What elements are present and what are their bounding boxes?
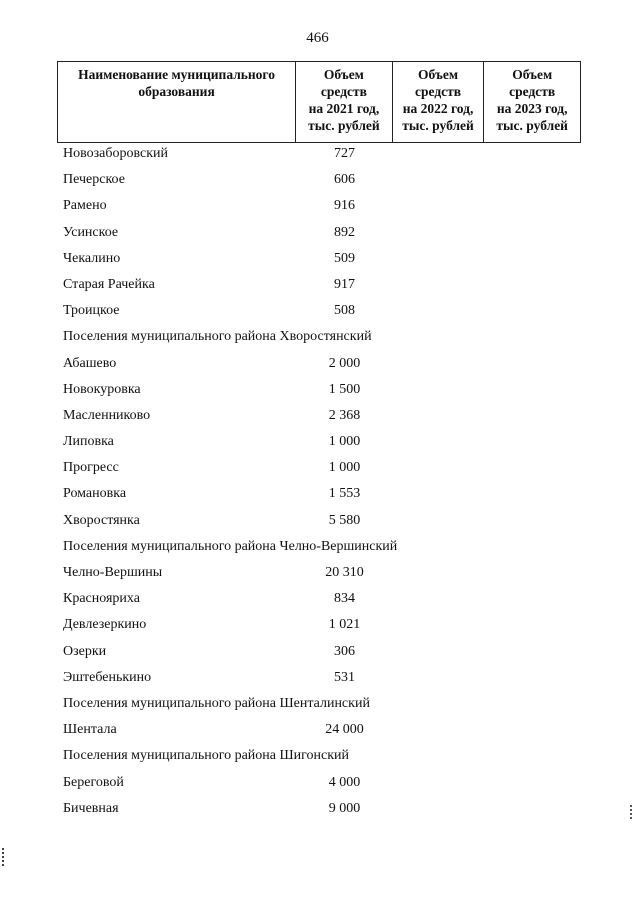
table-row [57, 222, 581, 248]
row-value-2021: 917 [334, 276, 355, 292]
row-value-2021: 892 [334, 224, 355, 240]
row-name: Печерское [63, 172, 125, 188]
row-value-2021: 20 310 [325, 565, 364, 580]
table-row [57, 510, 581, 536]
table-row [57, 641, 581, 667]
table-row [57, 457, 581, 483]
row-name: Бичевная [63, 800, 119, 816]
table-row [57, 667, 581, 693]
section-row [57, 745, 581, 771]
table-row [57, 719, 581, 745]
row-name: Краснояриха [63, 591, 140, 607]
table-body [57, 143, 581, 824]
table-row [57, 379, 581, 405]
row-value-2021: 509 [334, 250, 355, 266]
row-name: Озерки [63, 643, 107, 659]
row-value-2021: 508 [334, 303, 355, 319]
section-row [57, 326, 581, 352]
scan-artifact [630, 805, 635, 819]
row-value-2021: 1 500 [328, 381, 361, 397]
row-name: Старая Рачейка [63, 276, 155, 292]
page-number: 466 [306, 30, 329, 46]
row-name: Абашево [63, 355, 117, 371]
table-row [57, 562, 581, 588]
table-row [57, 798, 581, 824]
header-amount-2023: Объем средств на 2023 год, тыс. рублей [496, 67, 568, 133]
row-value-2021: 916 [334, 198, 355, 214]
row-value-2021: 306 [334, 643, 355, 659]
row-value-2021: 834 [334, 591, 355, 607]
row-name: Масленниково [63, 407, 151, 423]
section-title: Поселения муниципального района Хворостянский [63, 329, 372, 345]
section-row [57, 693, 581, 719]
section-title: Поселения муниципального района Шигонский [63, 748, 350, 764]
row-value-2021: 1 000 [328, 434, 361, 450]
row-name: Челно-Вершины [63, 565, 163, 580]
table-row [57, 405, 581, 431]
row-name: Рамено [63, 198, 107, 214]
row-value-2021: 4 000 [328, 774, 361, 790]
row-name: Новозаборовский [63, 146, 169, 161]
table-row [57, 614, 581, 640]
row-name: Эштебенькино [63, 669, 152, 685]
row-value-2021: 2 000 [328, 355, 361, 371]
row-value-2021: 531 [334, 669, 355, 685]
table-row [57, 248, 581, 274]
row-value-2021: 2 368 [328, 407, 361, 423]
row-name: Усинское [63, 224, 119, 240]
row-name: Троицкое [63, 303, 120, 319]
row-name: Прогресс [63, 460, 119, 476]
row-value-2021: 24 000 [325, 722, 364, 738]
section-title: Поселения муниципального района Челно-Вершинский [63, 538, 398, 554]
row-value-2021: 727 [334, 146, 355, 161]
table-row [57, 300, 581, 326]
table-row [57, 274, 581, 300]
table-row [57, 431, 581, 457]
header-amount-2021: Объем средств на 2021 год, тыс. рублей [296, 62, 393, 142]
row-value-2021: 606 [334, 172, 355, 188]
row-value-2021: 5 580 [328, 512, 361, 528]
row-name: Девлезеркино [63, 617, 147, 633]
row-value-2021: 1 021 [328, 617, 361, 633]
row-name: Шентала [63, 722, 117, 738]
header-amount-2022: Объем средств на 2022 год, тыс. рублей [393, 62, 485, 142]
row-name: Новокуровка [63, 381, 141, 397]
row-name: Липовка [63, 434, 114, 450]
row-name: Хворостянка [63, 512, 140, 528]
table-row [57, 195, 581, 221]
section-row [57, 536, 581, 562]
scan-artifact [2, 848, 8, 866]
row-value-2021: 1 000 [328, 460, 361, 476]
table-header [57, 61, 581, 143]
table-row [57, 772, 581, 798]
row-value-2021: 9 000 [328, 800, 361, 816]
table-row [57, 353, 581, 379]
row-name: Береговой [63, 774, 124, 790]
table-row [57, 588, 581, 614]
row-name: Чекалино [63, 250, 121, 266]
row-value-2021: 1 553 [328, 486, 361, 502]
row-name: Романовка [63, 486, 127, 502]
table-row [57, 483, 581, 509]
table-row [57, 169, 581, 195]
table-row [57, 143, 581, 169]
section-title: Поселения муниципального района Шенталинский [63, 695, 370, 711]
header-municipality-name: Наименование муниципального образования [58, 62, 296, 142]
